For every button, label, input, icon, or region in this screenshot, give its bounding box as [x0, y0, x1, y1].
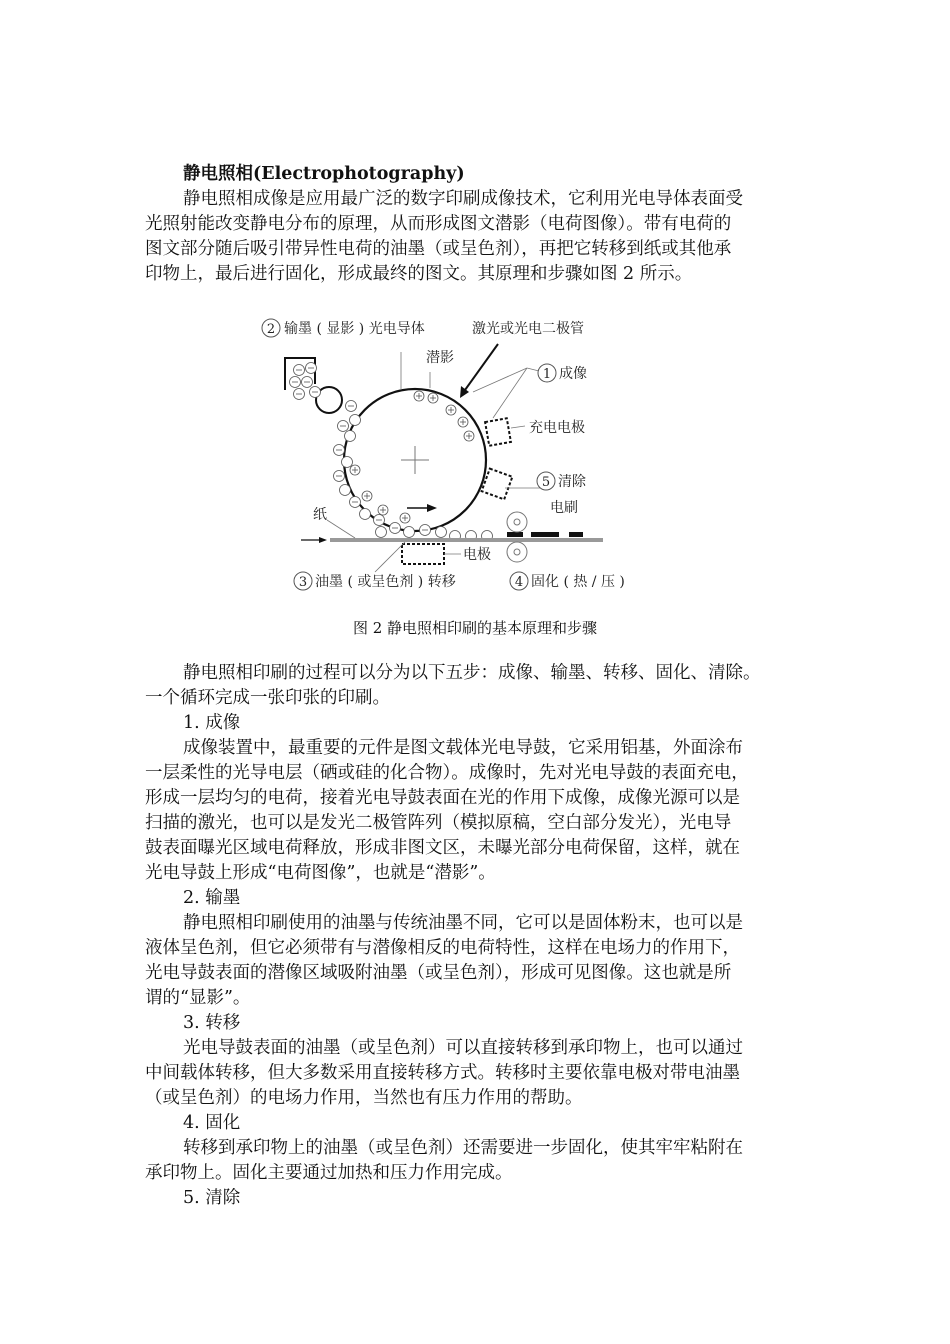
cleaning-brush [482, 469, 513, 500]
step1-line-3: 形成一层均匀的电荷，接着光电导鼓表面在光的作用下成像，成像光源可以是 [145, 788, 740, 808]
intro-line-4: 印物上，最后进行固化，形成最终的图文。其原理和步骤如图 2 所示。 [145, 264, 693, 284]
step1-line-5: 鼓表面曝光区域电荷释放，形成非图文区，未曝光部分电荷保留，这样，就在 [145, 838, 740, 858]
label-step5-cleaning: 清除 [558, 474, 586, 490]
fused-toner-3 [569, 532, 583, 537]
step-number-4: 4 [514, 575, 524, 590]
step1-line-1: 成像装置中，最重要的元件是图文载体光电导鼓，它采用铝基，外面涂布 [183, 738, 743, 758]
drum-plus-charges [350, 391, 474, 523]
label-laser: 激光或光电二极管 [472, 321, 584, 337]
fused-toner-1 [507, 532, 523, 537]
step-number-3: 3 [298, 575, 308, 590]
step1-line-6: 光电导鼓上形成“电荷图像”，也就是“潜影”。 [145, 863, 496, 883]
charging-electrode [485, 418, 511, 445]
label-brush: 电刷 [550, 500, 578, 516]
step3-line-3: （或呈色剂）的电场力作用，当然也有压力作用的帮助。 [145, 1088, 583, 1108]
step1-heading: 1. 成像 [183, 713, 241, 733]
section-heading: 静电照相(Electrophotography) [183, 164, 465, 184]
label-paper: 纸 [313, 507, 327, 523]
label-step2-inking: 输墨 ( 显影 ) 光电导体 [284, 321, 425, 337]
intro-line-3: 图文部分随后吸引带异性电荷的油墨（或呈色剂），再把它转移到纸或其他承 [145, 239, 732, 259]
label-electrode: 电极 [463, 547, 491, 563]
overview-line-1: 静电照相印刷的过程可以分为以下五步：成像、输墨、转移、固化、清除。 [183, 663, 761, 683]
step4-heading: 4. 固化 [183, 1113, 241, 1133]
step5-heading: 5. 清除 [183, 1188, 241, 1208]
step-number-2: 2 [266, 322, 276, 337]
step4-line-1: 转移到承印物上的油墨（或呈色剂）还需要进一步固化，使其牢牢粘附在 [183, 1138, 743, 1158]
step2-line-3: 光电导鼓表面的潜像区域吸附油墨（或呈色剂），形成可见图像。这也就是所 [145, 963, 732, 983]
step2-line-1: 静电照相印刷使用的油墨与传统油墨不同，它可以是固体粉末，也可以是 [183, 913, 743, 933]
step3-heading: 3. 转移 [183, 1013, 241, 1033]
step-number-1: 1 [542, 367, 552, 382]
electrophotography-diagram [255, 310, 635, 600]
fused-toner-2 [531, 532, 559, 537]
intro-line-1: 静电照相成像是应用最广泛的数字印刷成像技术，它利用光电导体表面受 [183, 189, 743, 209]
fuser-roller-bottom [507, 542, 527, 562]
step1-line-4: 扫描的激光，也可以是发光二极管阵列（模拟原稿，空白部分发光），光电导 [145, 813, 732, 833]
step2-heading: 2. 输墨 [183, 888, 241, 908]
step3-line-2: 中间载体转移，但大多数采用直接转移方式。转移时主要依靠电极对带电油墨 [145, 1063, 740, 1083]
fuser-roller-top [507, 512, 527, 532]
label-step1-imaging: 成像 [559, 366, 587, 382]
step4-line-2: 承印物上。固化主要通过加热和压力作用完成。 [145, 1163, 513, 1183]
transfer-electrode [402, 544, 444, 564]
step2-line-4: 谓的“显影”。 [145, 988, 251, 1008]
label-step4-fixing: 固化 ( 热 / 压 ) [531, 574, 625, 590]
step3-line-1: 光电导鼓表面的油墨（或呈色剂）可以直接转移到承印物上，也可以通过 [183, 1038, 743, 1058]
step-number-5: 5 [541, 475, 551, 490]
label-step3-transfer: 油墨 ( 或呈色剂 ) 转移 [315, 574, 456, 590]
step1-line-2: 一层柔性的光导电层（硒或硅的化合物）。成像时，先对光电导鼓的表面充电， [145, 763, 749, 783]
overview-line-2: 一个循环完成一张印张的印刷。 [145, 688, 390, 708]
intro-line-2: 光照射能改变静电分布的原理，从而形成图文潜影（电荷图像）。带有电荷的 [145, 214, 732, 234]
step2-line-2: 液体呈色剂，但它必须带有与潜像相反的电荷特性，这样在电场力的作用下， [145, 938, 740, 958]
figure-caption: 图 2 静电照相印刷的基本原理和步骤 [352, 619, 598, 637]
label-latent-image: 潜影 [426, 350, 454, 366]
label-charging-electrode: 充电电极 [529, 420, 585, 436]
